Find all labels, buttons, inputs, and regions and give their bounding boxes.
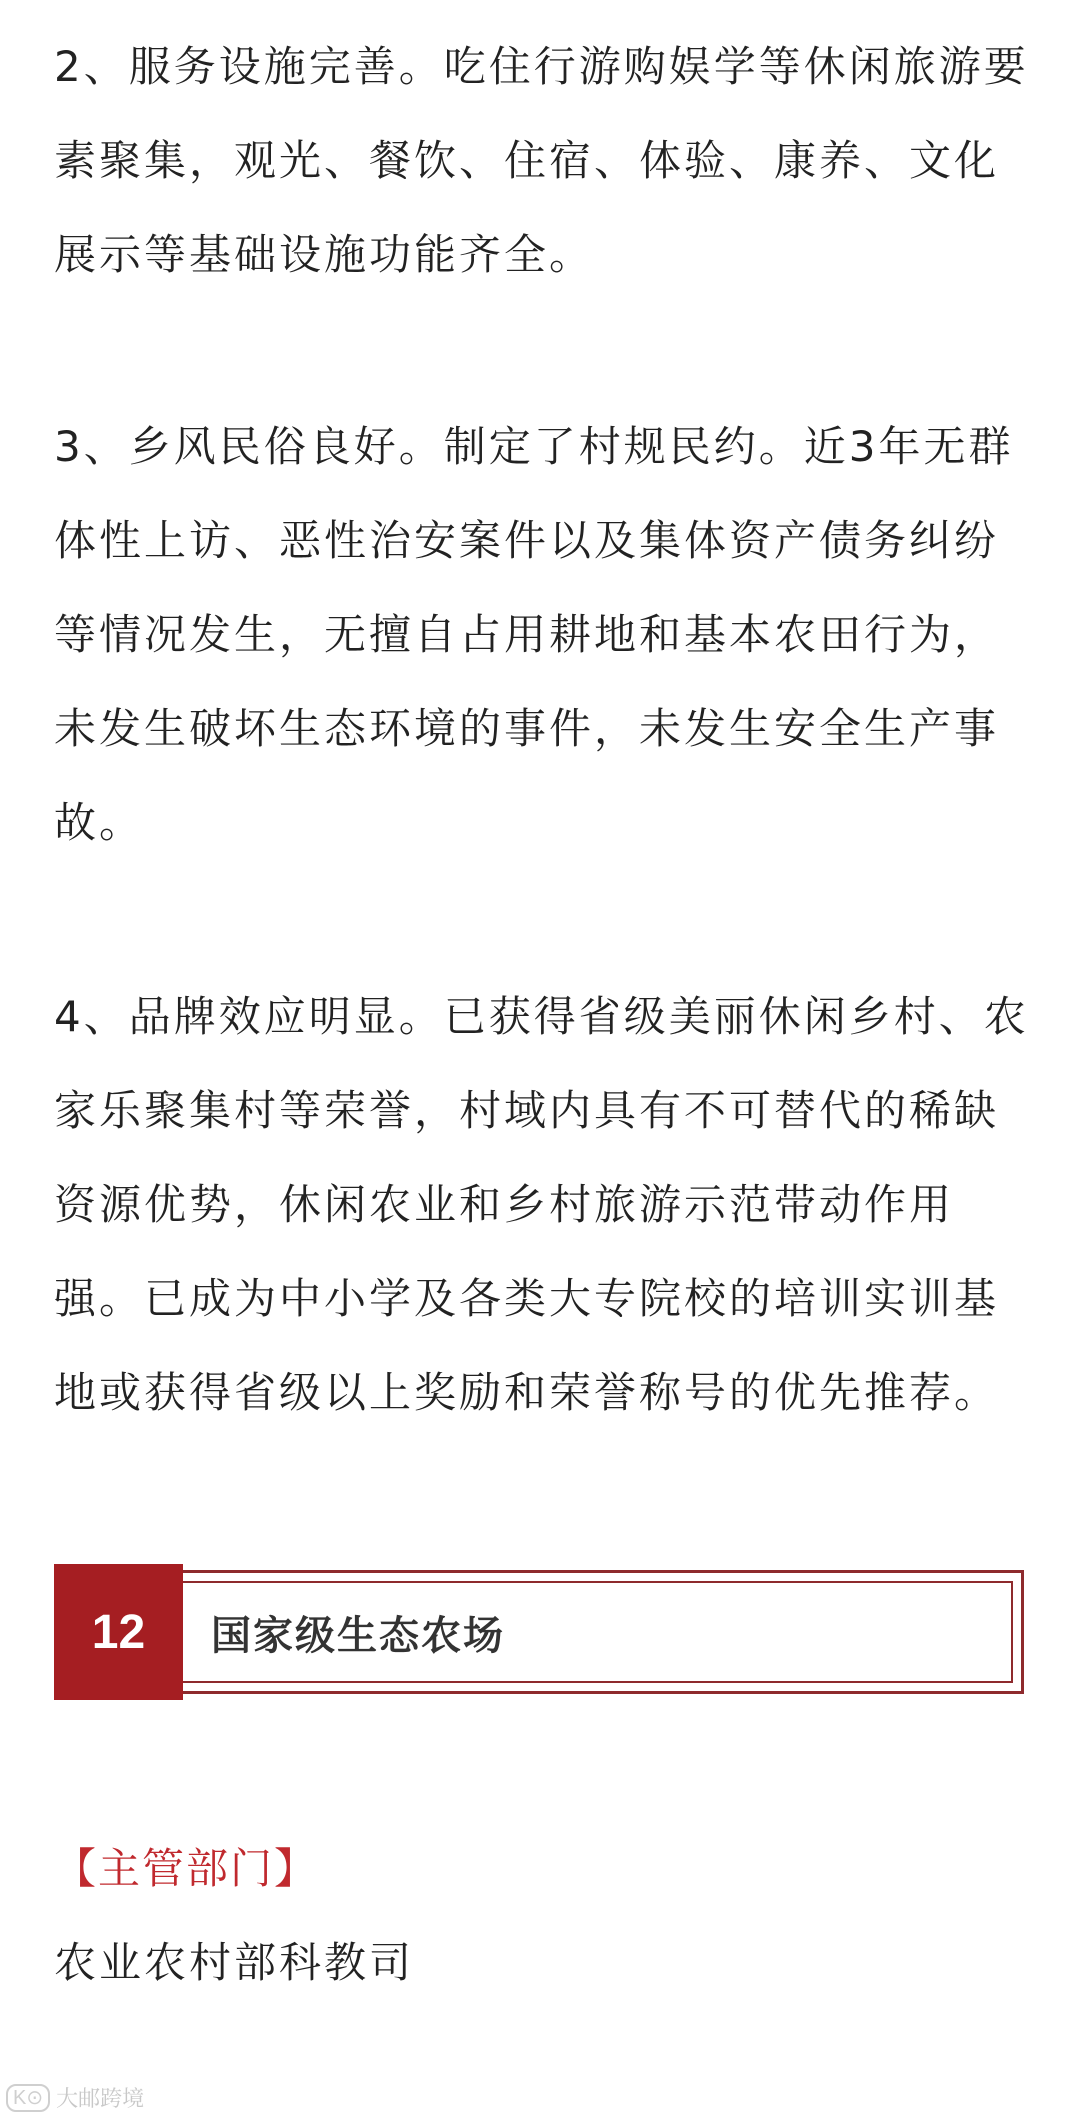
section-title-frame bbox=[183, 1570, 1024, 1694]
watermark-text: 大邮跨境 bbox=[56, 2087, 145, 2112]
watermark bbox=[6, 2082, 144, 2113]
department-label: 【主管部门】 bbox=[54, 1844, 319, 1893]
section-header bbox=[54, 1564, 1024, 1700]
watermark-logo-icon: K⊙ bbox=[6, 2084, 50, 2112]
section-title: 国家级生态农场 bbox=[211, 1612, 505, 1659]
paragraph-service-facilities: 2、服务设施完善。吃住行游购娱学等休闲旅游要素聚集，观光、餐饮、住宿、体验、康养、文化展示等基础设施功能齐全。 bbox=[54, 42, 1029, 279]
paragraph-brand-effect: 4、品牌效应明显。已获得省级美丽休闲乡村、农家乐聚集村等荣誉，村域内具有不可替代的稀缺资源优势，休闲农业和乡村旅游示范带动作用强。已成为中小学及各类大专院校的培训实训基地或获得省级以上奖励和荣誉称号的优先推荐。 bbox=[54, 992, 1029, 1417]
section-number-badge: 12 bbox=[54, 1564, 183, 1700]
paragraph-customs: 3、乡风民俗良好。制定了村规民约。近3年无群体性上访、恶性治安案件以及集体资产债务纠纷等情况发生，无擅自占用耕地和基本农田行为，未发生破坏生态环境的事件，未发生安全生产事故。 bbox=[54, 422, 1014, 847]
department-value: 农业农村部科教司 bbox=[54, 1938, 415, 1987]
